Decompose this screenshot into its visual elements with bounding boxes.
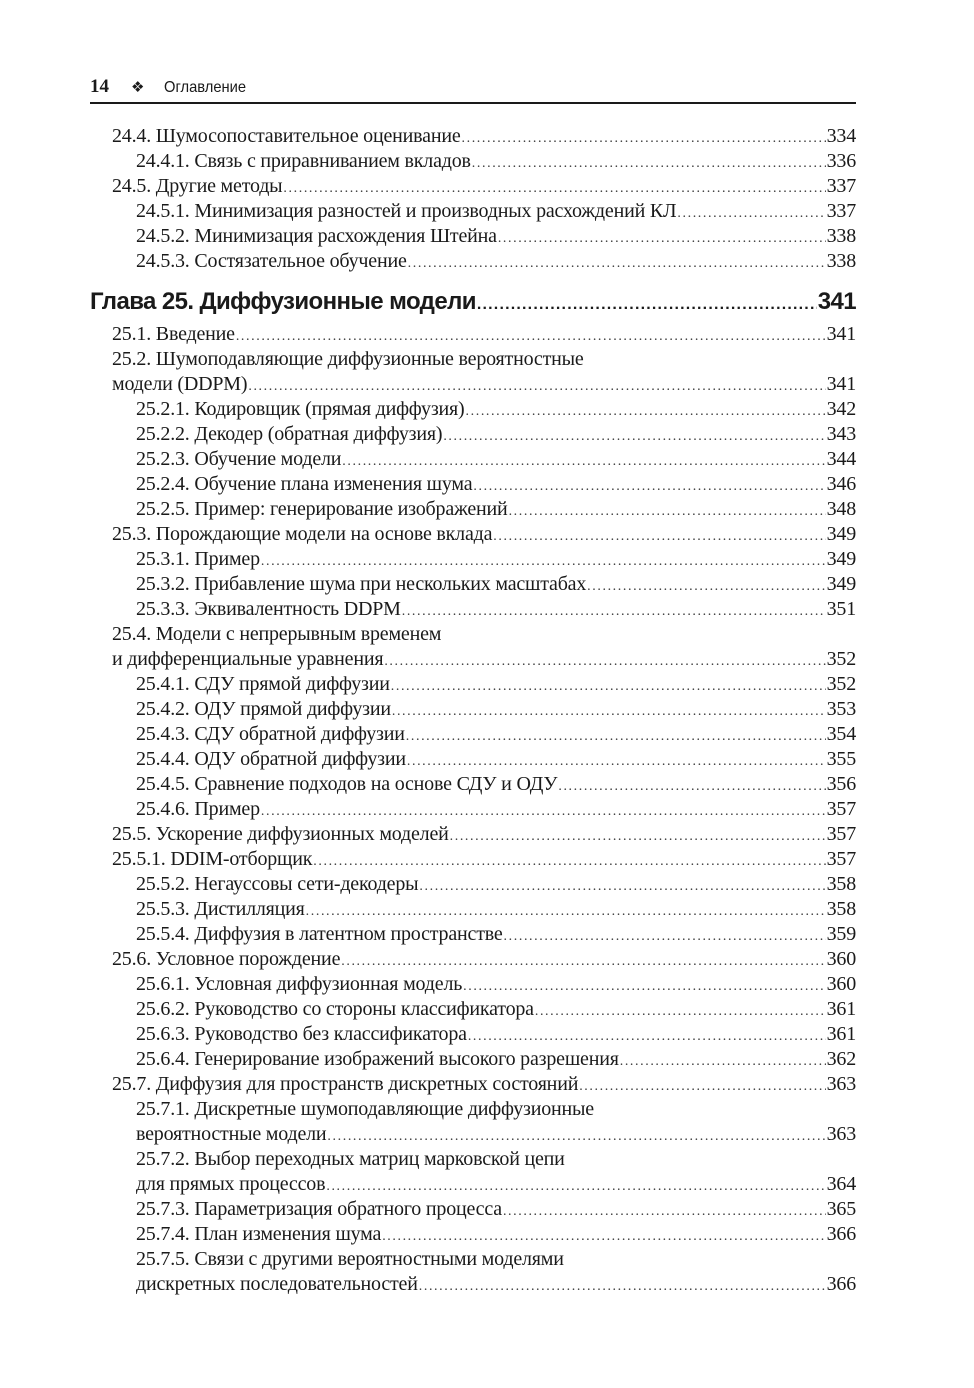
- running-head: [90, 76, 856, 104]
- toc-line: [90, 622, 856, 647]
- dot-leader: [477, 287, 817, 323]
- toc-entry: [90, 947, 856, 972]
- toc-line: [90, 547, 856, 572]
- toc-page-number: 338: [826, 225, 856, 247]
- dot-leader: [392, 699, 826, 724]
- toc-line: [90, 322, 856, 347]
- running-head-title: Оглавление: [164, 79, 247, 96]
- toc-page-number: 337: [826, 200, 856, 222]
- toc-chapter-entry: [90, 284, 856, 320]
- toc-page-number: 358: [826, 898, 856, 920]
- toc-page-number: 349: [826, 548, 856, 570]
- toc-line: [90, 822, 856, 847]
- toc-line: [90, 447, 856, 472]
- toc-entry: [90, 622, 856, 672]
- toc-entry-title: 25.2. Шумоподавляющие диффузионные вероятностные: [112, 348, 584, 370]
- dot-leader: [283, 176, 825, 201]
- toc-entry: [90, 722, 856, 747]
- dot-leader: [402, 599, 826, 624]
- toc-line: [90, 1172, 856, 1197]
- toc-page-number: 360: [826, 973, 856, 995]
- dot-leader: [509, 499, 826, 524]
- dot-leader: [504, 924, 826, 949]
- toc-entry-title: 25.3. Порождающие модели на основе вклада: [112, 523, 493, 545]
- toc-entry: [90, 747, 856, 772]
- toc-line: [90, 1272, 856, 1297]
- toc-page-number: 359: [826, 923, 856, 945]
- toc-entry: [90, 1097, 856, 1147]
- toc-entry: [90, 997, 856, 1022]
- toc-entry: [90, 972, 856, 997]
- toc-entry-title: 25.5.1. DDIM-отборщик: [112, 848, 313, 870]
- dot-leader: [620, 1049, 826, 1074]
- toc-entry: [90, 547, 856, 572]
- toc-entry: [90, 572, 856, 597]
- toc-page-number: 349: [826, 573, 856, 595]
- toc-entry: [90, 597, 856, 622]
- toc-entry: [90, 897, 856, 922]
- toc-entry-title: 25.5.2. Негауссовы сети-декодеры: [136, 873, 419, 895]
- toc-entry: [90, 472, 856, 497]
- ornament-icon: ❖: [131, 78, 145, 96]
- dot-leader: [419, 874, 825, 899]
- toc-entry: [90, 772, 856, 797]
- toc-line: [90, 347, 856, 372]
- toc-entry: [90, 872, 856, 897]
- toc-line: [90, 997, 856, 1022]
- toc-entry: [90, 922, 856, 947]
- toc-page-number: 346: [826, 473, 856, 495]
- dot-leader: [473, 474, 825, 499]
- toc-page-number: 336: [826, 150, 856, 172]
- toc-entry-title: 25.2.4. Обучение плана изменения шума: [136, 473, 473, 495]
- toc-page-number: 352: [826, 673, 856, 695]
- dot-leader: [341, 949, 825, 974]
- toc-entry: [90, 124, 856, 149]
- toc-entry: [90, 1047, 856, 1072]
- toc-page-number: 357: [826, 848, 856, 870]
- toc-page-number: 362: [826, 1048, 856, 1070]
- dot-leader: [326, 1174, 825, 1199]
- toc-page-number: 365: [826, 1198, 856, 1220]
- toc-entry: [90, 1147, 856, 1197]
- toc-entry: [90, 174, 856, 199]
- toc-entry-title: 25.2.3. Обучение модели: [136, 448, 342, 470]
- dot-leader: [498, 226, 826, 251]
- toc-line: [90, 1097, 856, 1122]
- toc-entry-title: 25.7.2. Выбор переходных матриц марковской цепи: [136, 1148, 565, 1170]
- toc-page-number: 351: [826, 598, 856, 620]
- dot-leader: [587, 574, 825, 599]
- toc-entry: [90, 347, 856, 397]
- toc-line: [90, 149, 856, 174]
- book-page: [90, 76, 856, 1297]
- toc-page-number: 341: [826, 323, 856, 345]
- toc-page-number: 348: [826, 498, 856, 520]
- toc-page-number: 354: [826, 723, 856, 745]
- toc-line: [90, 572, 856, 597]
- toc-page-number: 349: [826, 523, 856, 545]
- toc-line: [90, 249, 856, 274]
- dot-leader: [407, 749, 826, 774]
- toc-page-number: 338: [826, 250, 856, 272]
- toc-line: [90, 947, 856, 972]
- toc-line: [90, 747, 856, 772]
- toc-entry-title: 25.2.1. Кодировщик (прямая диффузия): [136, 398, 465, 420]
- toc-line: [90, 872, 856, 897]
- toc-entry-title: 25.1. Введение: [112, 323, 235, 345]
- toc-page-number: 366: [826, 1223, 856, 1245]
- toc-entry: [90, 822, 856, 847]
- dot-leader: [579, 1074, 825, 1099]
- dot-leader: [261, 549, 826, 574]
- toc-entry: [90, 1072, 856, 1097]
- toc-entry: [90, 397, 856, 422]
- dot-leader: [342, 449, 825, 474]
- toc-entry-title: 25.3.1. Пример: [136, 548, 260, 570]
- toc-page-number: 352: [826, 648, 856, 670]
- dot-leader: [450, 824, 826, 849]
- toc-line: [90, 1022, 856, 1047]
- toc-page-number: 353: [826, 698, 856, 720]
- toc-entry: [90, 1022, 856, 1047]
- toc-line: [90, 124, 856, 149]
- toc-line: [90, 722, 856, 747]
- toc-entry-title: 25.4. Модели с непрерывным временем: [112, 623, 442, 645]
- toc-entry-title: для прямых процессов: [136, 1173, 326, 1195]
- dot-leader: [472, 151, 826, 176]
- toc-entry-title: и дифференциальные уравнения: [112, 648, 384, 670]
- toc-line: [90, 922, 856, 947]
- dot-leader: [261, 799, 826, 824]
- toc-entry: [90, 797, 856, 822]
- toc-page-number: 364: [826, 1173, 856, 1195]
- toc-entry: [90, 1197, 856, 1222]
- dot-leader: [406, 724, 826, 749]
- toc-line: [90, 672, 856, 697]
- dot-leader: [503, 1199, 826, 1224]
- dot-leader: [384, 649, 825, 674]
- toc-entry-title: 25.7.3. Параметризация обратного процесса: [136, 1198, 502, 1220]
- toc-entry-title: 25.7.1. Дискретные шумоподавляющие диффузионные: [136, 1098, 594, 1120]
- toc-entry-title: 25.4.2. ОДУ прямой диффузии: [136, 698, 391, 720]
- table-of-contents: [90, 124, 856, 1297]
- toc-entry-title: 24.5.3. Состязательное обучение: [136, 250, 407, 272]
- toc-entry: [90, 497, 856, 522]
- toc-entry: [90, 672, 856, 697]
- toc-line: [90, 497, 856, 522]
- toc-line: [90, 1047, 856, 1072]
- toc-entry-title: 25.6.3. Руководство без классификатора: [136, 1023, 467, 1045]
- toc-entry: [90, 249, 856, 274]
- toc-entry: [90, 322, 856, 347]
- dot-leader: [408, 251, 826, 276]
- toc-entry: [90, 522, 856, 547]
- toc-entry: [90, 149, 856, 174]
- dot-leader: [391, 674, 826, 699]
- toc-entry: [90, 847, 856, 872]
- toc-page-number: 355: [826, 748, 856, 770]
- toc-page-number: 342: [826, 398, 856, 420]
- toc-entry-title: 24.5.1. Минимизация разностей и производных расхождений КЛ: [136, 200, 677, 222]
- toc-page-number: 358: [826, 873, 856, 895]
- toc-page-number: 357: [826, 823, 856, 845]
- toc-line: [90, 1072, 856, 1097]
- toc-page-number: 366: [826, 1273, 856, 1295]
- toc-page-number: 360: [826, 948, 856, 970]
- toc-entry-title: 25.3.2. Прибавление шума при нескольких масштабах: [136, 573, 587, 595]
- toc-page-number: 361: [826, 1023, 856, 1045]
- dot-leader: [462, 126, 826, 151]
- toc-entry-title: 25.3.3. Эквивалентность DDPM: [136, 598, 401, 620]
- toc-page-number: 341: [817, 288, 856, 315]
- toc-page-number: 337: [826, 175, 856, 197]
- toc-line: [90, 647, 856, 672]
- toc-entry-title: 25.7. Диффузия для пространств дискретных состояний: [112, 1073, 579, 1095]
- toc-entry-title: 24.5. Другие методы: [112, 175, 283, 197]
- toc-entry-title: 24.5.2. Минимизация расхождения Штейна: [136, 225, 497, 247]
- toc-entry-title: 25.5. Ускорение диффузионных моделей: [112, 823, 449, 845]
- toc-entry: [90, 199, 856, 224]
- dot-leader: [677, 201, 825, 226]
- toc-entry: [90, 1222, 856, 1247]
- dot-leader: [327, 1124, 825, 1149]
- toc-line: [90, 199, 856, 224]
- toc-line: [90, 472, 856, 497]
- toc-line: [90, 397, 856, 422]
- toc-entry-title: 25.7.5. Связи с другими вероятностными моделями: [136, 1248, 564, 1270]
- toc-entry-title: 25.6. Условное порождение: [112, 948, 341, 970]
- toc-entry-title: 25.4.5. Сравнение подходов на основе СДУ и ОДУ: [136, 773, 558, 795]
- toc-line: [90, 1222, 856, 1247]
- toc-page-number: 361: [826, 998, 856, 1020]
- toc-entry: [90, 697, 856, 722]
- toc-entry-title: 25.4.3. СДУ обратной диффузии: [136, 723, 405, 745]
- toc-entry-title: Глава 25. Диффузионные модели: [90, 288, 476, 315]
- toc-entry-title: 24.4. Шумосопоставительное оценивание: [112, 125, 461, 147]
- toc-entry-title: 24.4.1. Связь с приравниванием вкладов: [136, 150, 471, 172]
- toc-line: [90, 772, 856, 797]
- dot-leader: [468, 1024, 826, 1049]
- toc-line: [90, 1122, 856, 1147]
- toc-page-number: 357: [826, 798, 856, 820]
- dot-leader: [466, 399, 826, 424]
- toc-line: [90, 1147, 856, 1172]
- dot-leader: [463, 974, 825, 999]
- dot-leader: [248, 374, 825, 399]
- toc-entry-title: дискретных последовательностей: [136, 1273, 418, 1295]
- toc-entry-title: 25.6.2. Руководство со стороны классификатора: [136, 998, 534, 1020]
- toc-entry: [90, 422, 856, 447]
- dot-leader: [306, 899, 826, 924]
- toc-line: [90, 1247, 856, 1272]
- toc-entry-title: 25.5.4. Диффузия в латентном пространстве: [136, 923, 503, 945]
- toc-page-number: 341: [826, 373, 856, 395]
- toc-line: [90, 697, 856, 722]
- dot-leader: [382, 1224, 825, 1249]
- toc-entry-title: 25.5.3. Дистилляция: [136, 898, 305, 920]
- toc-entry-title: 25.6.1. Условная диффузионная модель: [136, 973, 463, 995]
- toc-entry-title: 25.7.4. План изменения шума: [136, 1223, 382, 1245]
- toc-page-number: 356: [826, 773, 856, 795]
- dot-leader: [493, 524, 825, 549]
- toc-entry-title: модели (DDPM): [112, 373, 248, 395]
- dot-leader: [443, 424, 825, 449]
- toc-entry-title: 25.4.1. СДУ прямой диффузии: [136, 673, 390, 695]
- toc-line: [90, 174, 856, 199]
- toc-page-number: 363: [826, 1123, 856, 1145]
- toc-entry-title: 25.2.5. Пример: генерирование изображений: [136, 498, 508, 520]
- toc-entry-title: вероятностные модели: [136, 1123, 327, 1145]
- page-number: 14: [90, 76, 109, 97]
- toc-line: [90, 224, 856, 249]
- toc-entry: [90, 1247, 856, 1297]
- toc-line: [90, 284, 856, 320]
- toc-line: [90, 422, 856, 447]
- toc-page-number: 363: [826, 1073, 856, 1095]
- dot-leader: [419, 1274, 826, 1299]
- toc-entry-title: 25.6.4. Генерирование изображений высокого разрешения: [136, 1048, 619, 1070]
- dot-leader: [236, 324, 826, 349]
- dot-leader: [535, 999, 826, 1024]
- toc-line: [90, 522, 856, 547]
- toc-entry-title: 25.4.6. Пример: [136, 798, 260, 820]
- toc-page-number: 334: [826, 125, 856, 147]
- toc-line: [90, 597, 856, 622]
- toc-line: [90, 897, 856, 922]
- dot-leader: [313, 849, 825, 874]
- dot-leader: [558, 774, 825, 799]
- toc-page-number: 343: [826, 423, 856, 445]
- toc-entry: [90, 447, 856, 472]
- toc-entry-title: 25.4.4. ОДУ обратной диффузии: [136, 748, 406, 770]
- toc-page-number: 344: [826, 448, 856, 470]
- toc-line: [90, 797, 856, 822]
- toc-entry-title: 25.2.2. Декодер (обратная диффузия): [136, 423, 443, 445]
- toc-line: [90, 372, 856, 397]
- toc-line: [90, 847, 856, 872]
- toc-line: [90, 1197, 856, 1222]
- toc-entry: [90, 224, 856, 249]
- toc-line: [90, 972, 856, 997]
